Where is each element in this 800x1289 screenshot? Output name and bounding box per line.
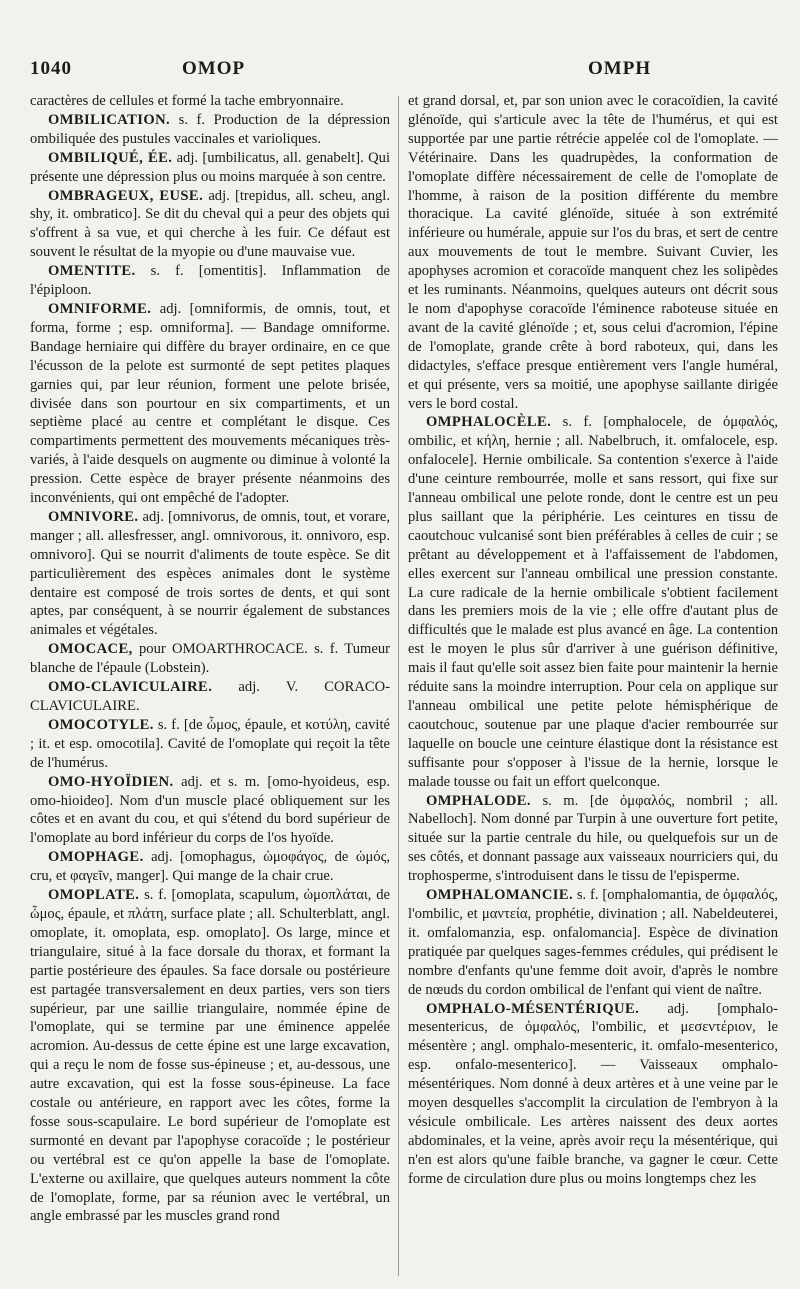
- dictionary-entry: [30, 111, 390, 149]
- dictionary-entry: [30, 149, 390, 187]
- entry-text: s. f. [de ὦμος, épaule, et κοτύλη, cavité ; it. et esp. omocotila]. Cavité de l'omoplate qui reçoit la tête de l'humérus.: [30, 716, 390, 771]
- dictionary-entry: [408, 886, 778, 999]
- dictionary-entry: [30, 300, 390, 508]
- entry-text: adj. V. CORACO-CLAVICULAIRE.: [30, 679, 390, 714]
- entry-headword: OMPHALODE.: [426, 792, 531, 809]
- entry-headword: OMPHALO-MÉSENTÉRIQUE.: [426, 1000, 640, 1017]
- entry-headword: OMNIVORE.: [48, 508, 139, 525]
- entry-headword: OMPHALOMANCIE.: [426, 887, 574, 904]
- column-divider: [398, 96, 399, 1276]
- entry-text: adj. [omphalo-mesentericus, de ὀμφαλός, l'ombilic, et μεσεντέριον, le mésentère ; angl. omphalo-mesenteric, it. omfalo-mesenterico, esp. onfalo-mesenterico]. — Vaisseaux omphalo-mésentériques. Nom donné à deux artères et à une veine par le moyen desquelles s'accomplit la circulation de l'embryon à la vésicule ombilicale. Les artères naissent des deux aortes abdominales, et la veine, après avoir reçu la mésentérique, qui n'en est alors qu'une faible branche, va gagner le cœur. Cette forme de circulation dure plus ou moins longtemps chez les: [408, 1000, 778, 1187]
- entry-text: adj. [omophagus, ὠμοφάγος, de ὠμός, cru, et φαγεῖν, manger]. Qui mange de la chair crue.: [30, 849, 390, 885]
- entry-text: adj. [trepidus, all. scheu, angl. shy, it. ombratico]. Se dit du cheval qui a peur des objets qui s'offrent à sa vue, et qui cherche à les fuir. Ce défaut est souvent le résultat de la myopie ou d'une mauvaise vue.: [30, 187, 390, 261]
- dictionary-entry: [408, 1000, 778, 1189]
- dictionary-entry: [30, 886, 390, 1226]
- dictionary-entry: [408, 413, 778, 791]
- entry-headword: OMO-CLAVICULAIRE.: [48, 679, 213, 696]
- dictionary-entry: [30, 716, 390, 773]
- dictionary-entry: [30, 640, 390, 678]
- right-running-head: OMPH: [588, 58, 652, 79]
- dictionary-entry: [408, 792, 778, 887]
- entry-text: adj. [umbilicatus, all. genabelt]. Qui présente une dépression plus ou moins marquée à son centre.: [30, 149, 390, 185]
- left-running-head: OMOP: [182, 58, 246, 79]
- entry-text: s. f. [omphalocele, de ὀμφαλός, ombilic, et κήλη, hernie ; all. Nabelbruch, it. omfalocele, esp. onfalocele]. Hernie ombilicale. Sa contention s'exerce à l'aide d'une ceinture rembourrée, molle et sans ressort, qui fixe sur l'anneau ombilical une pelote ronde, dont le centre est un peu plus saillant que la périphérie. Les ceintures en tissu de caoutchouc vulcanisé sont bien préférables à celles de cuir ; se prêtant au développement et à l'affaissement de l'abdomen, elles exercent sur l'anneau ombilical une pression constante. La cure radicale de la hernie ombilicale s'obtient facilement dans les premiers mois de la vie ; elle offre d'autant plus de difficultés que le malade est plus avancé en âge. La contention est le moyen le plus sûr d'arriver à une guérison définitive, mais il faut qu'elle soit assez bien faite pour maintenir la hernie réduite sans la moindre interruption. Pour cela on applique sur l'anneau ombilical une petite pelote hémisphérique de caoutchouc, soutenue par une plaque d'acier rembourrée sur laquelle on boucle une ceinture élastique dont la résistance est suffisante pour s'opposer à l'issue de la hernie, lorsque le malade tousse ou fait un effort quelconque.: [408, 414, 778, 790]
- entry-text: adj. [omniformis, de omnis, tout, et forma, forme ; esp. omniforma]. — Bandage omniforme. Bandage herniaire qui diffère du brayer ordinaire, en ce que l'écusson de la pelote est surmonté de sept petites plaques garnies qui, par leur réunion, forment une pelote brisée, divisée dans son pourtour en six compartiments, et un septième placé au centre et complétant le disque. Ces compartiments permettent des mouvements mécaniques très-variés, à l'aide desquels on augmente ou diminue à volonté la pression. Cette espèce de brayer présente néanmoins des inconvénients, qui ont empêché de l'adopter.: [30, 300, 390, 507]
- dictionary-entry: [30, 92, 390, 111]
- dictionary-entry: [30, 678, 390, 716]
- dictionary-entry: [408, 92, 778, 413]
- left-column: [30, 92, 390, 1282]
- entry-text: s. f. Production de la dépression ombiliquée des pustules vaccinales et varioliques.: [30, 111, 390, 147]
- running-header: [30, 58, 790, 88]
- entry-headword: OMOCOTYLE.: [48, 716, 154, 733]
- entry-headword: OMPHALOCÈLE.: [426, 414, 552, 431]
- entry-headword: OMENTITE.: [48, 263, 136, 280]
- entry-text: caractères de cellules et formé la tache embryonnaire.: [30, 93, 344, 109]
- right-column: [408, 92, 778, 1282]
- entry-text: s. f. [omphalomantia, de ὀμφαλός, l'ombilic, et μαντεία, prophétie, divination ; all. Nabeldeuterei, it. omfalomanzia, esp. onfalomancia]. Espèce de divination pratiquée par quelques sages-femmes crédules, qui prédisent le nombre d'enfants qu'une femme doit avoir, d'après le nombre de nœuds du cordon ombilical de l'enfant qui vient de naître.: [408, 887, 778, 998]
- entry-headword: OMOCACE,: [48, 641, 133, 658]
- entry-headword: OMBILIQUÉ, ÉE.: [48, 149, 173, 166]
- dictionary-entry: [30, 848, 390, 886]
- dictionary-entry: [30, 773, 390, 849]
- entry-headword: OMOPHAGE.: [48, 849, 144, 866]
- entry-text: et grand dorsal, et, par son union avec le coracoïdien, la cavité glénoïde, qui s'articule avec la tête de l'humérus, et qui est supportée par une partie rétrécie appelée col de l'omoplate. — Vétérinaire. Dans les quadrupèdes, la conformation de l'omoplate diffère nécessairement de celle de l'omoplate de l'homme, à raison de la position différente du membre thoracique. La cavité glénoïde, située à son extrémité inférieure ou humérale, appuie sur l'os du bras, et sert de centre aux mouvements de tout le membre. Suivant Cuvier, les apophyses acromion et coracoïde manquent chez les solipèdes et les ruminants. Néanmoins, quelques auteurs ont décrit sous le nom d'apophyse coracoïde l'éminence raboteuse située en avant de la cavité glénoïde ; et, sous celui d'acromion, l'épine de l'omoplate, grande crête à bord raboteux, qui, dans les didactyles, s'efface presque entièrement vers l'angle huméral, et qui présente, vers sa moitié, une apophyse saillante dirigée vers le bord costal.: [408, 93, 778, 412]
- entry-headword: OMO-HYOÏDIEN.: [48, 773, 174, 790]
- dictionary-entry: [30, 262, 390, 300]
- entry-text: adj. [omnivorus, de omnis, tout, et vorare, manger ; all. allesfresser, angl. omnivorous, it. onnivoro, esp. omnivoro]. Qui se nourrit d'aliments de toute espèce. Se dit particulièrement des espèces animales dont le système dentaire est composé de trois sortes de dents, et qui sont aptes, par conséquent, à se nourrir également de substances animales et végétales.: [30, 508, 390, 639]
- entry-text: s. f. [omentitis]. Inflammation de l'épiploon.: [30, 263, 390, 299]
- page-number: 1040: [30, 58, 72, 79]
- entry-headword: OMNIFORME.: [48, 300, 152, 317]
- entry-headword: OMBRAGEUX, EUSE.: [48, 187, 204, 204]
- entry-headword: OMBILICATION.: [48, 111, 171, 128]
- dictionary-entry: [30, 187, 390, 263]
- entry-text: s. m. [de ὀμφαλός, nombril ; all. Nabelloch]. Nom donné par Turpin à une ouverture fort petite, située sur la partie centrale du hile, ou quelquefois sur un de ses côtés, et donnant passage aux vaisseaux nourriciers qui, du trophosperme, s'introduisent dans le tissu de l'episperme.: [408, 792, 778, 885]
- dictionary-entry: [30, 508, 390, 640]
- entry-headword: OMOPLATE.: [48, 887, 140, 904]
- entry-text: s. f. [omoplata, scapulum, ὠμοπλάται, de ὦμος, épaule, et πλάτη, surface plate ; all. Schulterblatt, angl. omoplate, it. omoplata, esp. omoplato]. Os large, mince et triangulaire, situé à la face dorsale du thorax, et formant la partie postérieure des épaules. Sa face dorsale ou postérieure est partagée transversalement en deux parties, vers son tiers supérieur, par une saillie triangulaire, nommée épine de l'omoplate, qui se termine par une éminence appelée acromion. Au-dessus de cette épine est une large excavation, qui a reçu le nom de fosse sus-épineuse ; et, au-dessous, une autre excavation, qui est la fosse sous-épineuse. La face costale ou antérieure, en rapport avec les côtes, forme la fosse sous-scapulaire. Le bord supérieur de l'omoplate est surmonté en devant par l'apophyse coracoïde ; le postérieur ou vertébral est ce qu'on appelle la base de l'omoplate. L'externe ou axillaire, que quelques auteurs nomment la côte de l'omoplate, forme, par sa réunion avec le vertébral, un angle embrassé par les muscles grand rond: [30, 887, 390, 1225]
- entry-text: adj. et s. m. [omo-hyoideus, esp. omo-hioideo]. Nom d'un muscle placé obliquement sur les côtes et en avant du cou, et qui s'étend du bord supérieur de l'omoplate au bord inférieur du corps de l'os hyoïde.: [30, 773, 390, 847]
- entry-text: pour OMOARTHROCACE. s. f. Tumeur blanche de l'épaule (Lobstein).: [30, 641, 390, 677]
